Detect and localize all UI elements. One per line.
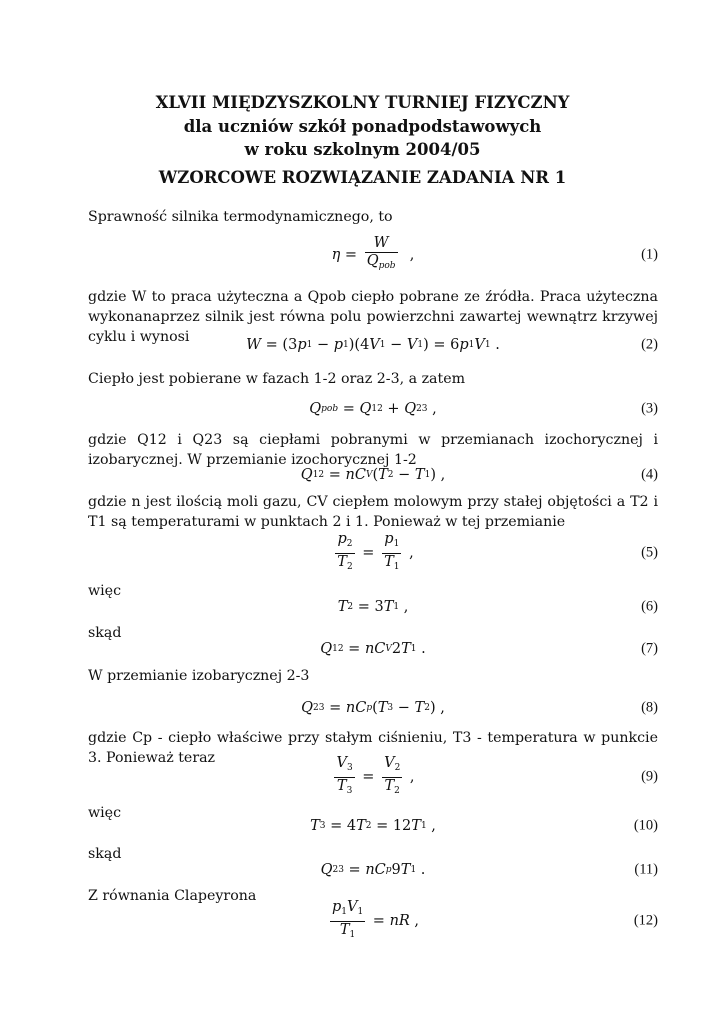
equation-number: (4) — [641, 466, 658, 483]
paragraph: skąd — [88, 625, 122, 641]
equation-6 — [88, 592, 658, 622]
paragraph: gdzie Q12 i Q23 są ciepłami pobranymi w przemianach izochorycznej i izobarycznej. W przemianie izochorycznej 1-2 — [88, 432, 658, 468]
header-title: XLVII MIĘDZYSZKOLNY TURNIEJ FIZYCZNY — [155, 93, 570, 112]
equation-4 — [88, 460, 658, 490]
equation-body: Q 23 = nC p ( T 3 − T 2 ) , — [301, 700, 445, 716]
equation-number: (11) — [634, 861, 658, 878]
equation-11 — [88, 855, 658, 885]
equation-body: T 2 = 3 T 1 , — [337, 599, 409, 615]
equation-body: Q 12 = nC V 2 T 1 . — [320, 641, 426, 657]
equation-9 — [88, 754, 658, 796]
equation-body: $\frac{p_1V_1}{T_1}$ = nR , — [331, 898, 420, 940]
equation-number: (1) — [641, 246, 658, 263]
paragraph: gdzie Cp - ciepło właściwe przy stałym ciśnieniu, T3 - temperatura w punkcie 3. Ponieważ teraz — [88, 730, 658, 766]
equation-body: Q 23 = nC p 9 T 1 . — [320, 862, 426, 878]
equation-body: η = $\frac{W}{Q_{pob}}$ , — [331, 235, 415, 271]
equation-body: $\frac{V_3}{T_3}$ = $\frac{V_2}{T_2}$ , — [336, 754, 415, 796]
equation-12 — [88, 898, 658, 940]
header-solution-title: WZORCOWE ROZWIĄZANIE ZADANIA NR 1 — [158, 168, 567, 187]
paragraph: gdzie W to praca użyteczna a Qpob ciepło pobrane ze źródła. Praca użyteczna wykonanaprzez silnik jest równa polu powierzchni zawartej wewnątrz krzywej cyklu i wynosi — [88, 289, 658, 345]
equation-body: W = (3 p 1 − p 1 )(4 V 1 − V 1 ) = 6 p 1 V 1 . — [246, 337, 500, 353]
equation-3 — [88, 394, 658, 424]
equation-number: (6) — [641, 598, 658, 615]
equation-8 — [88, 693, 658, 723]
paragraph: skąd — [88, 846, 122, 862]
equation-number: (7) — [641, 640, 658, 657]
paragraph: więc — [88, 583, 122, 599]
equation-number: (3) — [641, 400, 658, 417]
paragraph: W przemianie izobarycznej 2-3 — [88, 668, 310, 684]
paragraph: gdzie n jest ilością moli gazu, CV ciepłem molowym przy stałej objętości a T2 i T1 są temperaturami w punktach 2 i 1. Ponieważ w tej przemianie — [88, 494, 658, 530]
equation-number: (12) — [633, 912, 658, 929]
paragraph: Ciepło jest pobierane w fazach 1-2 oraz 2-3, a zatem — [88, 371, 466, 387]
equation-2 — [88, 330, 658, 360]
equation-body: T 3 = 4 T 2 = 12 T 1 , — [310, 818, 436, 834]
equation-5 — [88, 530, 658, 572]
paragraph: Z równania Clapeyrona — [88, 888, 257, 904]
equation-number: (10) — [633, 817, 658, 834]
equation-number: (5) — [641, 544, 658, 561]
equation-1 — [88, 235, 658, 271]
paragraph: więc — [88, 805, 122, 821]
equation-7 — [88, 634, 658, 664]
equation-body: Q pob = Q 12 + Q 23 , — [309, 401, 437, 417]
header-school-year: w roku szkolnym 2004/05 — [244, 140, 481, 159]
header-subtitle: dla uczniów szkół ponadpodstawowych — [183, 117, 542, 136]
paragraph: Sprawność silnika termodynamicznego, to — [88, 209, 393, 225]
equation-number: (9) — [641, 768, 658, 785]
equation-body: $\frac{p_2}{T_2}$ = $\frac{p_1}{T_1}$ , — [337, 530, 414, 572]
equation-number: (8) — [641, 699, 658, 716]
equation-body: Q 12 = nC V ( T 2 − T 1 ) , — [300, 467, 446, 483]
equation-number: (2) — [641, 336, 658, 353]
equation-10 — [88, 811, 658, 841]
